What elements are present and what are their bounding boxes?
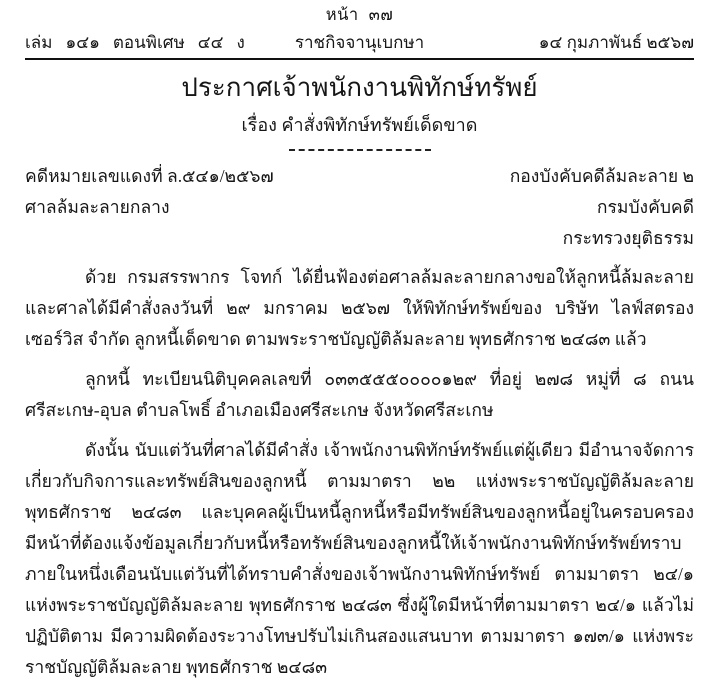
paragraph-debtor-details: ลูกหนี้ ทะเบียนนิติบุคคลเลขที่ ๐๓๓๕๕๕๐๐๐๐๑๒๙ ที่อยู่ ๒๗๘ หมู่ที่ ๘ ถนนศรีสะเกษ-อุบล ตำบลโพธิ์ อำเภอเมืองศรีสะเกษ จังหวัดศรีสะเกษ — [25, 369, 694, 420]
case-info-right — [510, 161, 694, 254]
gazette-name: ราชกิจจานุเบกษา — [294, 33, 425, 52]
publication-date: ๑๔ กุมภาพันธ์ ๒๕๖๗ — [538, 33, 694, 52]
court-name: ศาลล้มละลายกลาง — [25, 197, 170, 217]
case-info-section — [25, 161, 694, 254]
volume-label: เล่ม — [25, 33, 53, 52]
document-subject: เรื่อง คำสั่งพิทักษ์ทรัพย์เด็ดขาด — [241, 115, 478, 135]
title-divider — [289, 149, 431, 151]
issue-number: ๔๔ — [197, 33, 224, 52]
volume-issue-info — [25, 29, 245, 56]
page-number: ๓๗ — [368, 5, 394, 24]
issue-label: ตอนพิเศษ — [112, 33, 185, 52]
gazette-meta-row — [25, 29, 694, 56]
division-name: กองบังคับคดีล้มละลาย ๒ — [509, 166, 694, 186]
volume-number: ๑๔๑ — [65, 33, 100, 52]
page-number-line — [25, 3, 694, 27]
header-rule — [25, 58, 694, 60]
page-label: หน้า — [325, 5, 359, 24]
ministry-name: กระทรวงยุติธรรม — [562, 228, 694, 248]
paragraph-receiver-powers: ดังนั้น นับแต่วันที่ศาลได้มีคำสั่ง เจ้าพนักงานพิทักษ์ทรัพย์แต่ผู้เดียว มีอำนาจจัดการเกี่ยวกับกิจการและทรัพย์สินของลูกหนี้ ตามมาตรา ๒๒ แห่งพระราชบัญญัติล้มละลาย พุทธศักราช ๒๔๘๓ และบุคคลผู้เป็นหนี้ลูกหนี้หรือมีทรัพย์สินของลูกหนี้อยู่ในครอบครอง มีหน้าที่ต้องแจ้งข้อมูลเกี่ยวกับหนี้หรือทรัพย์สินของลูกหนี้ให้เจ้าพนักงานพิทักษ์ทรัพย์ทราบ ภายในหนึ่งเดือนนับแต่วันที่ได้ทราบคำสั่งของเจ้าพนักงานพิทักษ์ทรัพย์ ตามมาตรา ๒๔/๑ แห่งพระราชบัญญัติล้มละลาย พุทธศักราช ๒๔๘๓ ซึ่งผู้ใดมีหน้าที่ตามมาตรา ๒๔/๑ แล้วไม่ปฏิบัติตาม มีความผิดต้องระวางโทษปรับไม่เกินสองแสนบาท ตามมาตรา ๑๗๓/๑ แห่งพระราชบัญญัติล้มละลาย พุทธศักราช ๒๔๘๓ — [25, 440, 694, 677]
paragraph-filing: ด้วย กรมสรรพากร โจทก์ ได้ยื่นฟ้องต่อศาลล้มละลายกลางขอให้ลูกหนี้ล้มละลาย และศาลได้มีคำสั่งลงวันที่ ๒๙ มกราคม ๒๕๖๗ ให้พิทักษ์ทรัพย์ของ บริษัท ไลฟ์สตรอง เซอร์วิส จำกัด ลูกหนี้เด็ดขาด ตามพระราชบัญญัติล้มละลาย พุทธศักราช ๒๔๘๓ แล้ว — [25, 267, 694, 349]
department-name: กรมบังคับคดี — [596, 197, 694, 217]
case-info-left — [25, 161, 274, 254]
document-title: ประกาศเจ้าพนักงานพิทักษ์ทรัพย์ — [181, 73, 538, 102]
section-letter: ง — [236, 33, 245, 52]
case-number: คดีหมายเลขแดงที่ ล.๕๔๑/๒๕๖๗ — [25, 166, 274, 186]
